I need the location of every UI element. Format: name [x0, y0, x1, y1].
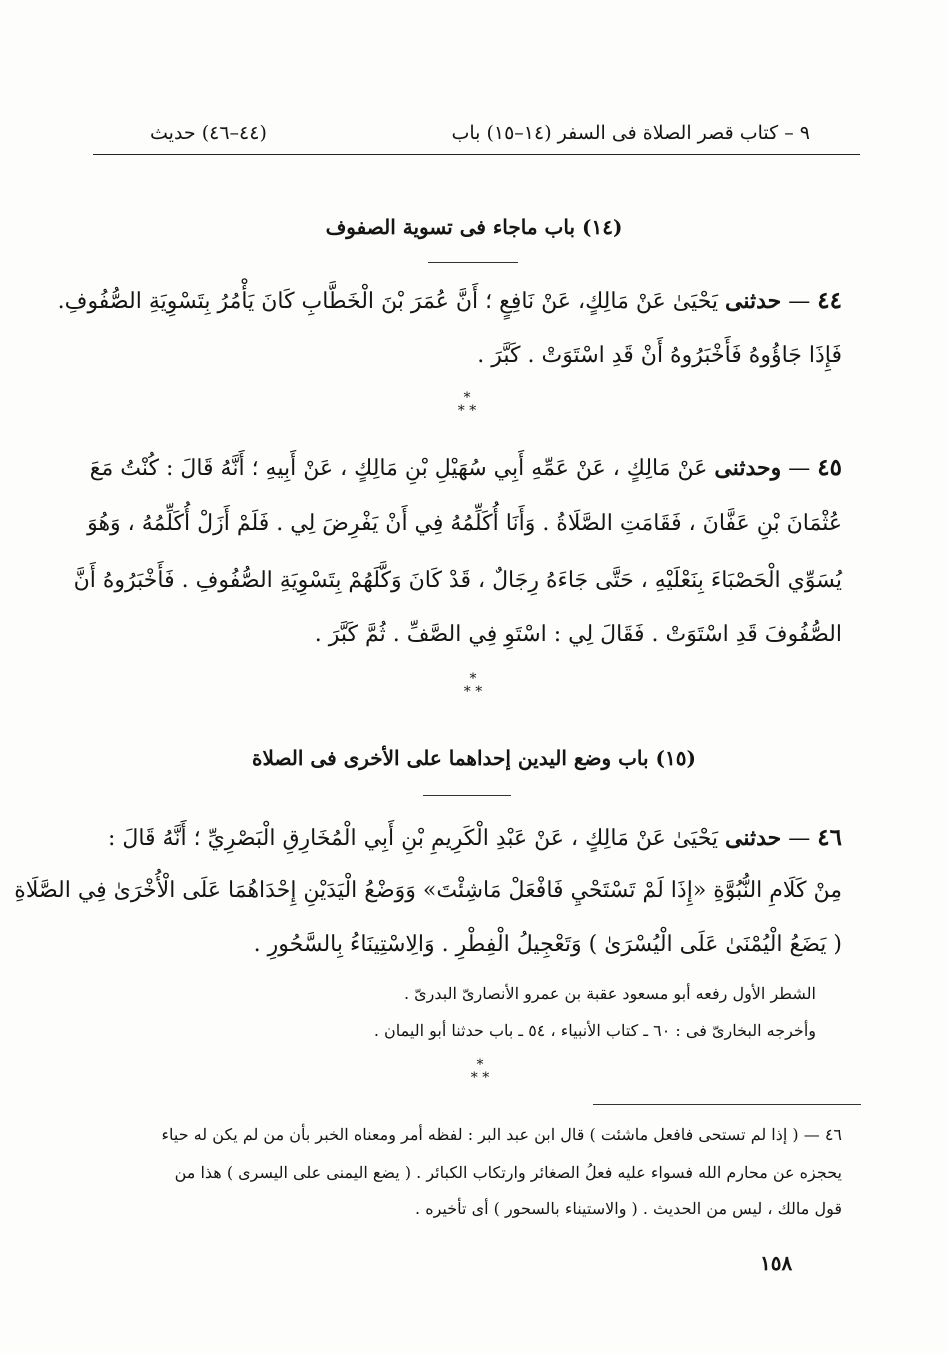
page-number: ١٥٨ — [760, 1251, 793, 1275]
hadith-45-number: ٤٥ — [817, 454, 842, 481]
source-note: وأخرجه البخارىّ فى : ٦٠ ـ كتاب الأنبياء ، ٥٤ ـ باب حدثنا أبو اليمان . — [373, 1021, 816, 1040]
chapter-15-title: (١٥) باب وضع اليدين إحداهما على الأخرى فى الصلاة — [252, 746, 696, 770]
footnote-divider — [593, 1104, 861, 1105]
footnote-line-3: قول مالك ، ليس من الحديث . ( والاستيناء بالسحور ) أى تأخيره . — [415, 1199, 842, 1218]
chapter-14-title: (١٤) باب ماجاء فى تسوية الصفوف — [325, 215, 623, 239]
hadith-46-number: ٤٦ — [817, 824, 842, 851]
footnote-line-2: يحجزه عن محارم الله فسواء عليه فعلُ الصغائر وارتكاب الكبائر . ( يضع اليمنى على اليسرى ) هذا من — [174, 1163, 842, 1182]
hadith-45-line-2: عُثْمَانَ بْنِ عَفَّانَ ، فَقَامَتِ الصَّلَاةُ . وَأَنَا أُكَلِّمُهُ فِي أَنْ يَفْرِضَ لِي . فَلَمْ أَزَلْ أُكَلِّمُهُ ، وَهُوَ — [87, 511, 842, 536]
hadith-45-line-1: ٤٥ — وحدثنى عَنْ مَالِكٍ ، عَنْ عَمِّهِ أَبِي سُهَيْلِ بْنِ مَالِكٍ ، عَنْ أَبِيهِ ؛ أَنَّهُ قَالَ : كُنْتُ مَعَ — [89, 454, 842, 481]
header-divider — [93, 154, 860, 155]
chapter-15-title-rule — [423, 795, 511, 796]
hadith-44-text-1: يَحْيَىٰ عَنْ مَالِكٍ، عَنْ نَافِعٍ ؛ أَنَّ عُمَرَ بْنَ الْخَطَّابِ كَانَ يَأْمُرُ بِتَسْوِيَةِ الصُّفُوفِ. — [57, 289, 719, 314]
hadith-44-line-2: فَإِذَا جَاؤُوهُ فَأَخْبَرُوهُ أَنْ قَدِ اسْتَوَتْ . كَبَّرَ . — [477, 343, 842, 368]
section-separator-stars: * * * — [470, 1057, 490, 1086]
hadith-46-text-1: يَحْيَىٰ عَنْ مَالِكٍ ، عَنْ عَبْدِ الْكَرِيمِ بْنِ أَبِي الْمُخَارِقِ الْبَصْرِيِّ ؛ أَنَّهُ قَالَ : — [107, 826, 719, 851]
hadith-44-number: ٤٤ — [817, 287, 842, 314]
hadith-44-line-1: ٤٤ — حدثنى يَحْيَىٰ عَنْ مَالِكٍ، عَنْ نَافِعٍ ؛ أَنَّ عُمَرَ بْنَ الْخَطَّابِ كَانَ يَأْمُرُ بِتَسْوِيَةِ الصُّفُوفِ. — [57, 287, 842, 314]
attribution-note: الشطر الأول رفعه أبو مسعود عقبة بن عمرو الأنصارىّ البدرىّ . — [403, 984, 816, 1003]
hadith-45-line-4: الصُّفُوفَ قَدِ اسْتَوَتْ . فَقَالَ لِي : اسْتَوِ فِي الصَّفِّ . ثُمَّ كَبَّرَ . — [314, 622, 842, 647]
hadith-46-line-2: مِنْ كَلَامِ النُّبُوَّةِ «إِذَا لَمْ تَسْتَحْيِ فَافْعَلْ مَاشِئْتَ» وَوَضْعُ الْيَدَيْنِ إِحْدَاهُمَا عَلَى الْأُخْرَىٰ فِي الصَّلَاةِ — [14, 878, 842, 903]
chapter-14-title-rule — [428, 262, 518, 263]
hadith-44-lead: حدثنى — [725, 288, 782, 314]
running-head-chapter: ٩ – كتاب قصر الصلاة فى السفر (١٤–١٥) باب — [451, 122, 810, 144]
hadith-46-lead: حدثنى — [725, 825, 782, 851]
footnote-line-1: ٤٦ — ( إذا لم تستحى فافعل ماشئت ) قال ابن عبد البر : لفظه أمر ومعناه الخبر بأن من لم يكن له حياء — [161, 1125, 842, 1144]
hadith-45-line-3: يُسَوِّي الْحَصْبَاءَ بِنَعْلَيْهِ ، حَتَّى جَاءَهُ رِجَالٌ ، قَدْ كَانَ وَكَّلَهُمْ بِتَسْوِيَةِ الصُّفُوفِ . فَأَخْبَرُوهُ أَنَّ — [73, 568, 842, 593]
hadith-45-lead: وحدثنى — [714, 455, 782, 481]
hadith-46-line-1: ٤٦ — حدثنى يَحْيَىٰ عَنْ مَالِكٍ ، عَنْ عَبْدِ الْكَرِيمِ بْنِ أَبِي الْمُخَارِقِ الْبَصْرِيِّ ؛ أَنَّهُ قَالَ : — [107, 824, 842, 851]
hadith-45-text-1: عَنْ مَالِكٍ ، عَنْ عَمِّهِ أَبِي سُهَيْلِ بْنِ مَالِكٍ ، عَنْ أَبِيهِ ؛ أَنَّهُ قَالَ : كُنْتُ مَعَ — [89, 456, 708, 481]
hadith-46-line-3: ( يَضَعُ الْيُمْنَىٰ عَلَى الْيُسْرَىٰ ) وَتَعْجِيلُ الْفِطْرِ . وَالِاسْتِينَاءُ بِالسَّحُورِ . — [253, 932, 842, 957]
section-separator-stars: * * * — [457, 390, 477, 419]
section-separator-stars: * * * — [463, 671, 483, 700]
running-head-hadith-range: (٤٤–٤٦) حديث — [150, 122, 267, 144]
